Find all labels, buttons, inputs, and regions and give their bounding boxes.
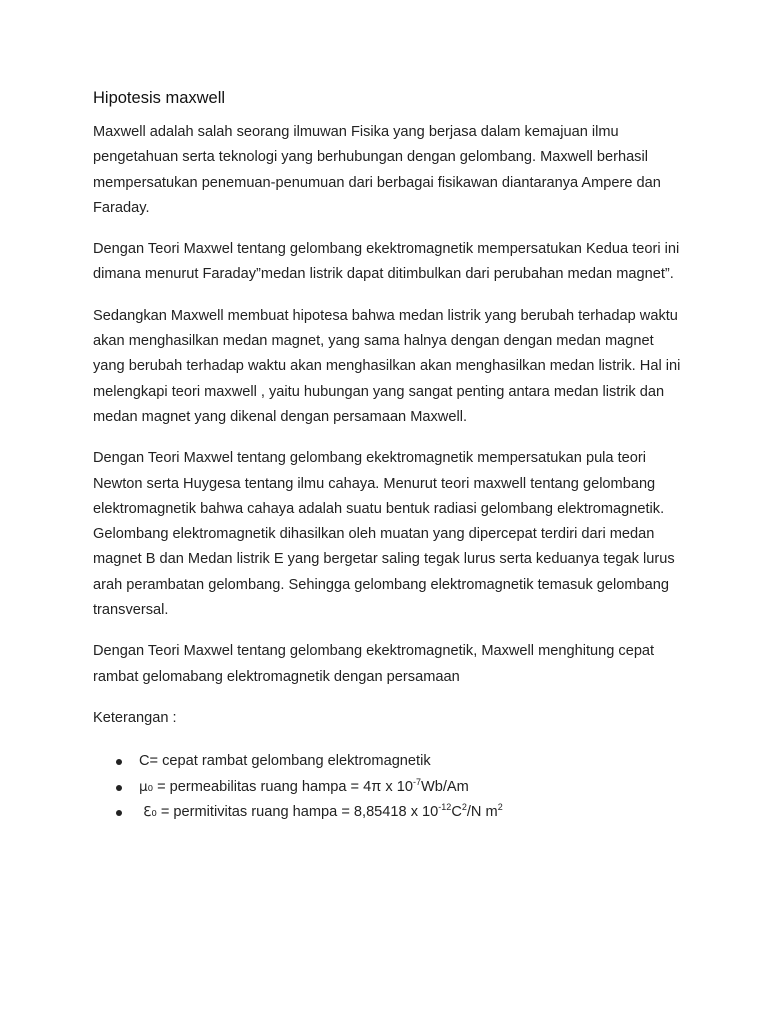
document-body bbox=[93, 86, 683, 826]
keterangan-label: Keterangan : bbox=[93, 709, 177, 726]
bullet-dot-icon bbox=[116, 810, 122, 816]
list-item-permeability bbox=[93, 775, 683, 801]
paragraph-speed-equation: Dengan Teori Maxwel tentang gelombang ekektromagnetik, Maxwell menghitung cepat rambat gelomabang elektromagnetik dengan persamaan bbox=[93, 643, 655, 685]
keterangan-list bbox=[93, 749, 683, 826]
permittivity-exponent: -12 bbox=[438, 802, 452, 813]
coulomb-exponent: 2 bbox=[461, 802, 467, 813]
meter-exponent: 2 bbox=[497, 802, 503, 813]
permeability-exponent: -7 bbox=[412, 776, 421, 787]
bullet-dot-icon bbox=[116, 785, 122, 791]
paragraph-light-theory: Dengan Teori Maxwel tentang gelombang ekektromagnetik mempersatukan pula teori Newton serta Huygesa tentang ilmu cahaya. Menurut teori maxwell tentang gelombang elektromagnetik bahwa cahaya adalah suatu bentuk radiasi gelombang elektromagnetik. Gelombang elektromagnetik dihasilkan oleh muatan yang dipercepat terdiri dari medan magnet B dan Medan listrik E yang bergetar saling tegak lurus serta keduanya tegak lurus arah perambatan gelombang. Sehingga gelombang elektromagnetik temasuk gelombang transversal. bbox=[93, 450, 675, 619]
permittivity-definition: = permitivitas ruang hampa = 8,85418 x 10 bbox=[156, 804, 439, 821]
list-item-permittivity bbox=[93, 800, 683, 826]
epsilon-symbol: ℇ₀ bbox=[143, 804, 157, 821]
document-title: Hipotesis maxwell bbox=[93, 89, 226, 107]
paragraph-hypothesis: Sedangkan Maxwell membuat hipotesa bahwa medan listrik yang berubah terhadap waktu akan menghasilkan medan magnet, yang sama halnya dengan dengan medan magnet yang berubah terhadap waktu akan menghasilkan akan menghasilkan medan listrik. Hal ini melengkapi teori maxwell , yaitu hubungan yang sangat penting antara medan listrik dan medan magnet yang dikenal dengan persamaan Maxwell. bbox=[93, 307, 681, 425]
permeability-definition: = permeabilitas ruang hampa = 4π x 10 bbox=[153, 778, 413, 795]
bullet-dot-icon bbox=[116, 759, 122, 765]
paragraph-intro: Maxwell adalah salah seorang ilmuwan Fisika yang berjasa dalam kemajuan ilmu pengetahuan serta teknologi yang berhubungan dengan gelombang. Maxwell berhasil mempersatukan penemuan-penumuan dari berbagai fisikawan diantaranya Ampere dan Faraday. bbox=[93, 124, 661, 216]
paragraph-faraday: Dengan Teori Maxwel tentang gelombang ekektromagnetik mempersatukan Kedua teori ini dimana menurut Faraday”medan listrik dapat ditimbulkan dari perubahan medan magnet”. bbox=[93, 241, 680, 283]
mu-symbol: μ₀ bbox=[139, 778, 154, 795]
permeability-unit: Wb/Am bbox=[420, 778, 469, 795]
permittivity-unit-newton: /N m bbox=[466, 804, 498, 821]
permittivity-unit-coulomb: C bbox=[451, 804, 462, 821]
list-item-speed bbox=[93, 749, 683, 775]
speed-definition: C= cepat rambat gelombang elektromagnetik bbox=[139, 753, 431, 770]
